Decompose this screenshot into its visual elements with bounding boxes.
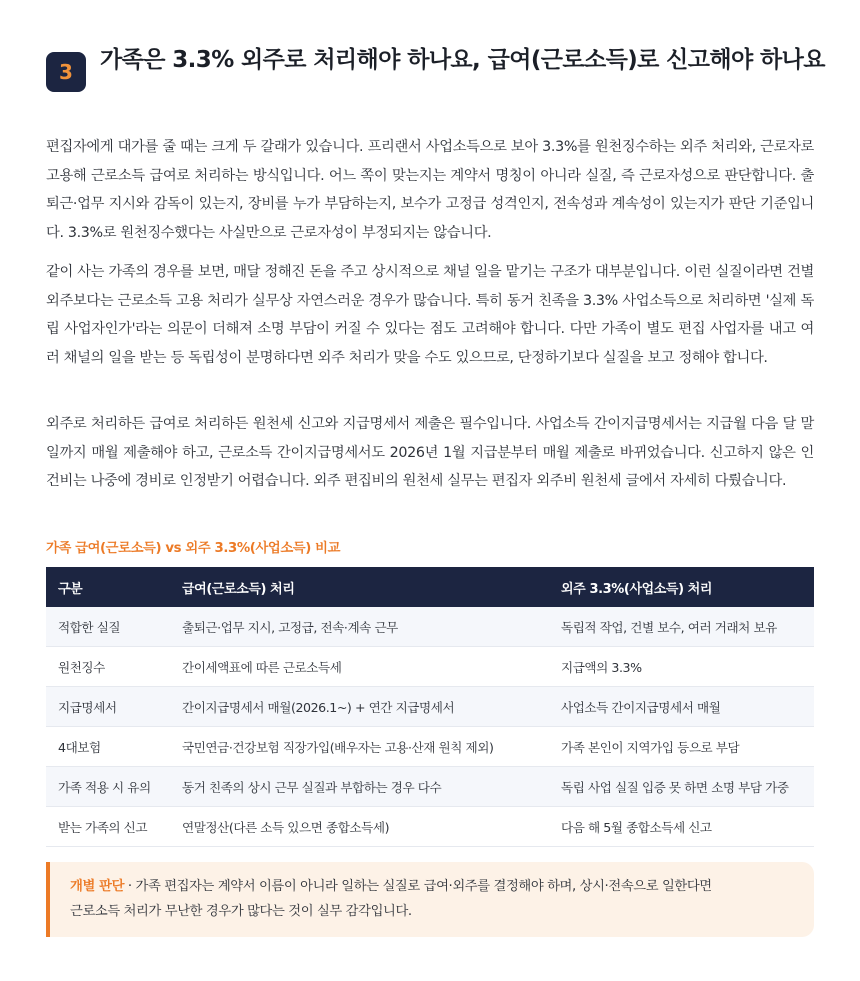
header-freelance: 외주 3.3%(사업소득) 처리 — [549, 567, 814, 607]
table-caption: 가족 급여(근로소득) vs 외주 3.3%(사업소득) 비교 — [46, 541, 341, 556]
salary-cell: 간이세액표에 따른 근로소득세 — [170, 647, 549, 687]
callout-note — [46, 862, 814, 937]
paragraph-text: 같이 사는 가족의 경우를 보면, 매달 정해진 돈을 주고 상시적으로 채널 일을 맡기는 구조가 대부분입니다. 이런 실질이라면 건별 외주보다는 근로소득 고용 처리가 실무상 자연스러운 경우가 많습니다. 특히 동거 친족을 3.3% 사업소득으로 처리하면 '실제 독립 사업자인가'라는 의문이 더해져 소명 부담이 커질 수 있다는 점도 고려해야 합니다. 다만 가족이 별도 편집 사업자를 내고 여러 채널의 일을 받는 등 독립성이 분명하다면 외주 처리가 맞을 수도 있으므로, 단정하기보다 실질을 보고 정해야 합니다. — [46, 264, 814, 366]
salary-cell: 간이지급명세서 매월(2026.1~) + 연간 지급명세서 — [170, 687, 549, 727]
paragraph-text: 외주로 처리하든 급여로 처리하든 원천세 신고와 지급명세서 제출은 필수입니다. 사업소득 간이지급명세서는 지급월 다음 달 말일까지 매월 제출해야 하고, 근로소득 간이지급명세서도 2026년 1월 지급분부터 매월 제출로 바뀌었습니다. 신고하지 않은 인건비는 나중에 경비로 인정받기 어렵습니다. 외주 편집비의 원천세 실무는 편집자 외주비 원천세 글에서 자세히 다뤘습니다. — [46, 416, 814, 489]
table-row — [46, 767, 814, 807]
note-line-2: 근로소득 처리가 무난한 경우가 많다는 것이 실무 감각입니다. — [70, 904, 412, 919]
freelance-cell: 다음 해 5월 종합소득세 신고 — [549, 807, 814, 847]
freelance-cell: 사업소득 간이지급명세서 매월 — [549, 687, 814, 727]
row-label: 받는 가족의 신고 — [46, 807, 170, 847]
freelance-cell: 독립 사업 실질 입증 못 하면 소명 부담 가중 — [549, 767, 814, 807]
header-category: 구분 — [46, 567, 170, 607]
freelance-cell: 지급액의 3.3% — [549, 647, 814, 687]
row-label: 가족 적용 시 유의 — [46, 767, 170, 807]
note-separator: · — [124, 879, 136, 894]
section-heading — [46, 44, 826, 92]
section-title: 가족은 3.3% 외주로 처리해야 하나요, 급여(근로소득)로 신고해야 하나요 — [100, 47, 825, 73]
table-row — [46, 727, 814, 767]
note-lead: 개별 판단 — [70, 879, 125, 894]
freelance-cell: 가족 본인이 지역가입 등으로 부담 — [549, 727, 814, 767]
row-label: 원천징수 — [46, 647, 170, 687]
table-row — [46, 607, 814, 647]
paragraph-text: 편집자에게 대가를 줄 때는 크게 두 갈래가 있습니다. 프리랜서 사업소득으로 보아 3.3%를 원천징수하는 외주 처리와, 근로자로 고용해 근로소득 급여로 처리하는 방식입니다. 어느 쪽이 맞는지는 계약서 명칭이 아니라 실질, 즉 근로자성으로 판단합니다. 출퇴근·업무 지시와 감독이 있는지, 장비를 누가 부담하는지, 보수가 고정급 성격인지, 전속성과 계속성이 있는지가 판단 기준입니다. 3.3%로 원천징수했다는 사실만으로 근로자성이 부정되지는 않습니다. — [46, 139, 814, 241]
salary-cell: 출퇴근·업무 지시, 고정급, 전속·계속 근무 — [170, 607, 549, 647]
paragraph-3 — [46, 410, 814, 496]
note-line-1 — [70, 874, 794, 899]
table-header-row — [46, 567, 814, 607]
table-row — [46, 687, 814, 727]
salary-cell: 연말정산(다른 소득 있으면 종합소득세) — [170, 807, 549, 847]
row-label: 적합한 실질 — [46, 607, 170, 647]
salary-cell: 동거 친족의 상시 근무 실질과 부합하는 경우 다수 — [170, 767, 549, 807]
paragraph-1 — [46, 133, 814, 247]
comparison-table — [46, 567, 814, 847]
note-text-1: 가족 편집자는 계약서 이름이 아니라 일하는 실질로 급여·외주를 결정해야 하며, 상시·전속으로 일한다면 — [135, 879, 712, 894]
section-number-badge: 3 — [46, 52, 86, 92]
table-row — [46, 807, 814, 847]
row-label: 지급명세서 — [46, 687, 170, 727]
row-label: 4대보험 — [46, 727, 170, 767]
salary-cell: 국민연금·건강보험 직장가입(배우자는 고용·산재 원칙 제외) — [170, 727, 549, 767]
table-row — [46, 647, 814, 687]
freelance-cell: 독립적 작업, 건별 보수, 여러 거래처 보유 — [549, 607, 814, 647]
header-salary: 급여(근로소득) 처리 — [170, 567, 549, 607]
paragraph-2 — [46, 258, 814, 372]
